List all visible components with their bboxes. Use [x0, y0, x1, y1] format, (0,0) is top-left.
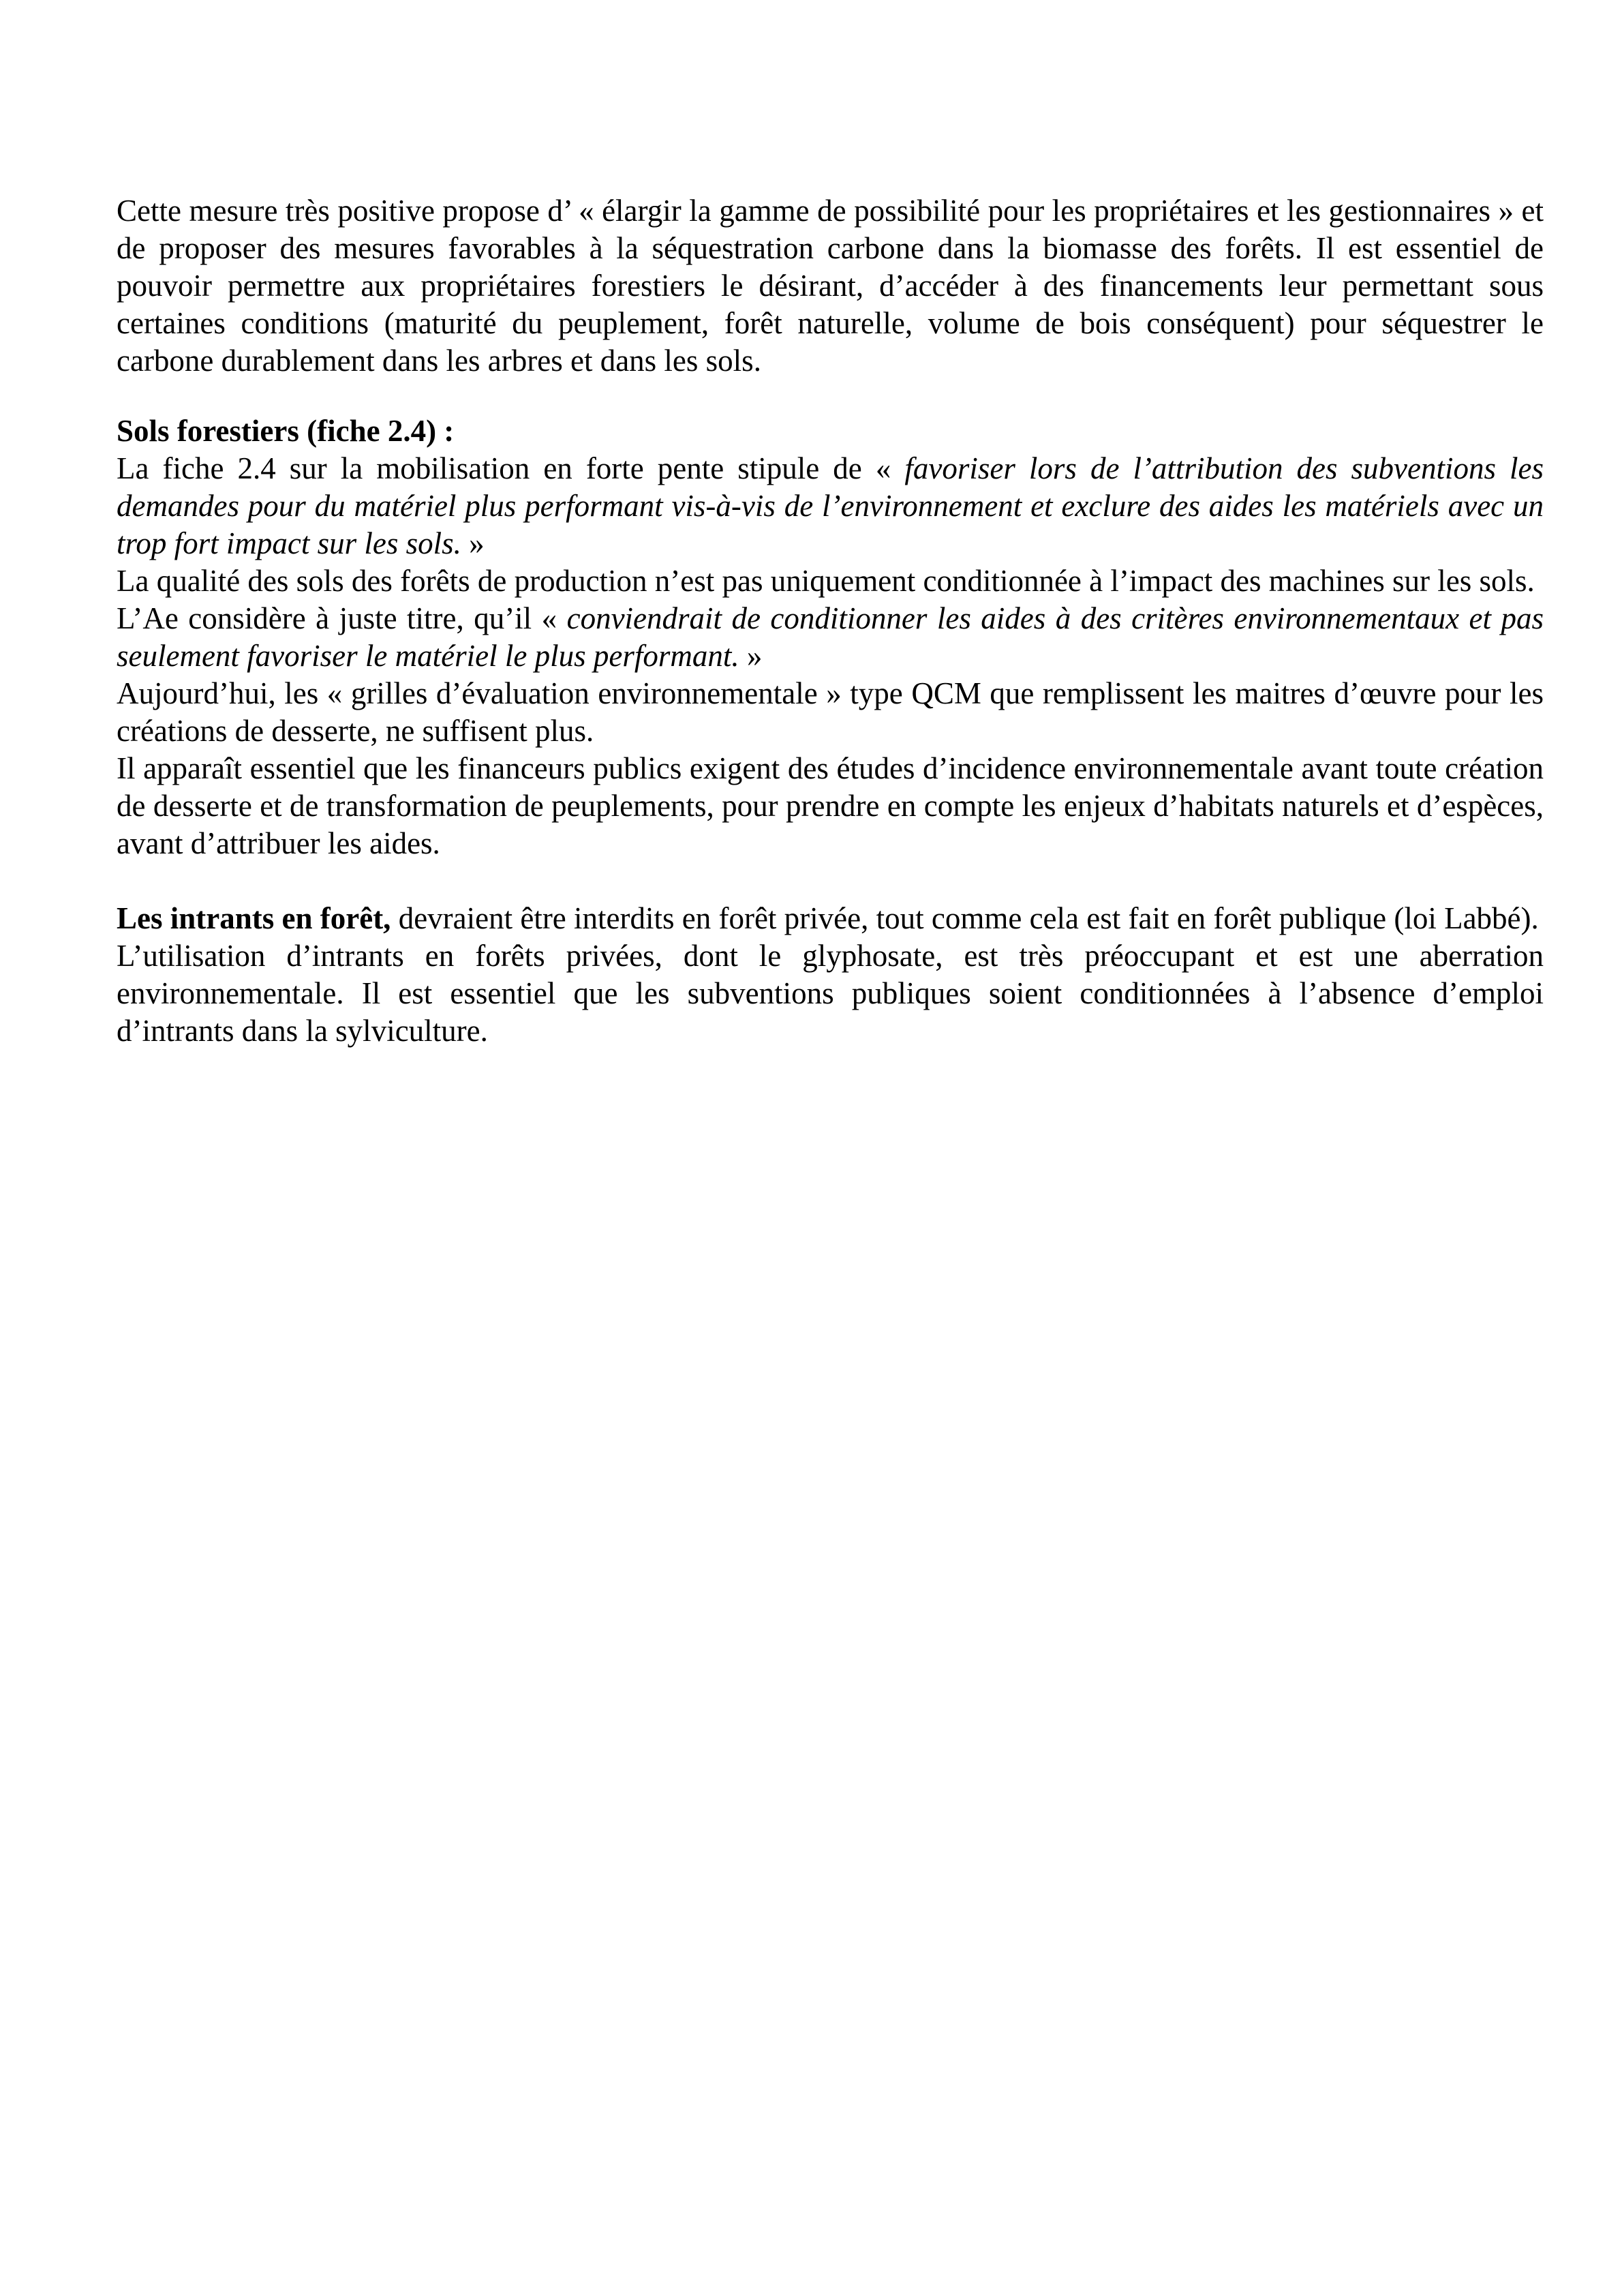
sols-paragraph-4: Aujourd’hui, les « grilles d’évaluation environnementale » type QCM que remplissent les maitres d’œuvre pour les créations de desserte, ne suffisent plus. — [117, 676, 1544, 748]
sols-p3-lead: L’Ae considère à juste titre, qu’il « — [117, 601, 567, 635]
sols-paragraph-3 — [117, 600, 1544, 675]
intrants-heading: Les intrants en forêt, — [117, 901, 391, 935]
sols-heading-line — [117, 412, 1544, 450]
sols-paragraph-1 — [117, 450, 1544, 562]
sols-p3-quote: conviendrait de conditionner les aides à des critères environnementaux et pas seulement favoriser le matériel le plus performant. — [117, 601, 1544, 673]
sols-paragraph-2: La qualité des sols des forêts de production n’est pas uniquement conditionnée à l’impact des machines sur les sols. — [117, 564, 1535, 598]
intro-paragraph: Cette mesure très positive propose d’ « élargir la gamme de possibilité pour les propriétaires et les gestionnaires » et de proposer des mesures favorables à la séquestration carbone dans la biomasse des forêts. Il est essentiel de pouvoir permettre aux propriétaires forestiers le désirant, d’accéder à des financements leur permettant sous certaines conditions (maturité du peuplement, forêt naturelle, volume de bois conséquent) pour séquestrer le carbone durablement dans les arbres et dans les sols. — [117, 194, 1544, 378]
paragraph-spacer — [117, 380, 1544, 412]
intrants-p1-rest: devraient être interdits en forêt privée, tout comme cela est fait en forêt publique (loi Labbé). — [391, 901, 1539, 935]
intrants-paragraph-2: L’utilisation d’intrants en forêts privées, dont le glyphosate, est très préoccupant et est une aberration environnementale. Il est essentiel que les subventions publiques soient conditionnées à l’absence d’emploi d’intrants dans la sylviculture. — [117, 939, 1544, 1048]
intrants-paragraph-1 — [117, 900, 1544, 937]
sols-p1-lead: La fiche 2.4 sur la mobilisation en forte pente stipule de « — [117, 451, 905, 485]
sols-heading: Sols forestiers (fiche 2.4) : — [117, 414, 455, 448]
sols-p3-tail: » — [739, 639, 763, 673]
sols-p1-quote: favoriser lors de l’attribution des subventions les demandes pour du matériel plus performant vis-à-vis de l’environnement et exclure des aides les matériels avec un trop fort impact sur les sols. — [117, 451, 1544, 560]
document-body — [117, 192, 1544, 1050]
paragraph-spacer — [117, 862, 1544, 900]
sols-paragraph-5: Il apparaît essentiel que les financeurs publics exigent des études d’incidence environnementale avant toute création de desserte et de transformation de peuplements, pour prendre en compte les enjeux d’habitats naturels et d’espèces, avant d’attribuer les aides. — [117, 751, 1544, 860]
sols-p1-tail: » — [461, 526, 485, 560]
